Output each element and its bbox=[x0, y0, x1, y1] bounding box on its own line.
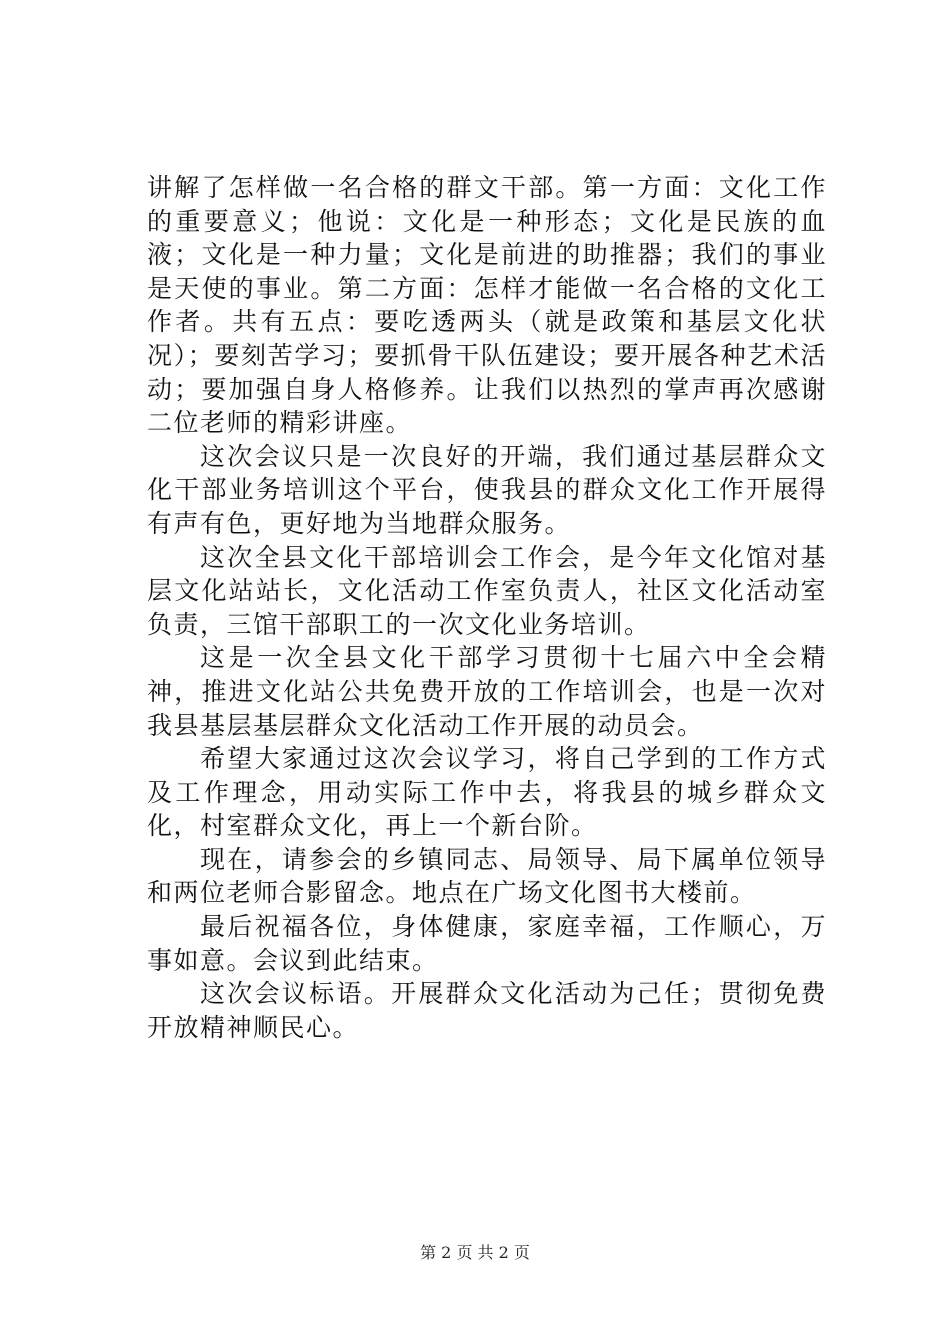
paragraph-continuation: 讲解了怎样做一名合格的群文干部。第一方面：文化工作的重要意义；他说：文化是一种形态；文化是民族的血液；文化是一种力量；文化是前进的助推器；我们的事业是天使的事业。第二方面：怎样才能做一名合格的文化工作者。共有五点：要吃透两头（就是政策和基层文化状况）；要刻苦学习；要抓骨干队伍建设；要开展各种艺术活动；要加强自身人格修养。让我们以热烈的掌声再次感谢二位老师的精彩讲座。 bbox=[147, 173, 827, 438]
paragraph-good-start: 这次会议只是一次良好的开端，我们通过基层群众文化干部业务培训这个平台，使我县的群众文化工作开展得有声有色，更好地为当地群众服务。 bbox=[147, 441, 827, 538]
document-body bbox=[147, 171, 827, 1044]
paragraph-training-meeting: 这次全县文化干部培训会工作会，是今年文化馆对基层文化站站长，文化活动工作室负责人，社区文化活动室负责，三馆干部职工的一次文化业务培训。 bbox=[147, 542, 827, 639]
paragraph-hope: 希望大家通过这次会议学习，将自己学到的工作方式及工作理念，用动实际工作中去，将我县的城乡群众文化，村室群众文化，再上一个新台阶。 bbox=[147, 744, 827, 841]
paragraph-slogan: 这次会议标语。开展群众文化活动为己任；贯彻免费开放精神顺民心。 bbox=[147, 979, 827, 1042]
paragraph-group-photo: 现在，请参会的乡镇同志、局领导、局下属单位领导和两位老师合影留念。地点在广场文化图书大楼前。 bbox=[147, 844, 827, 908]
paragraph-mobilization: 这是一次全县文化干部学习贯彻十七届六中全会精神，推进文化站公共免费开放的工作培训会，也是一次对我县基层基层群众文化活动工作开展的动员会。 bbox=[147, 643, 827, 740]
paragraph-closing-wishes: 最后祝福各位，身体健康，家庭幸福，工作顺心，万事如意。会议到此结束。 bbox=[147, 912, 827, 975]
page-number-footer: 第 2 页 共 2 页 bbox=[420, 1243, 530, 1262]
